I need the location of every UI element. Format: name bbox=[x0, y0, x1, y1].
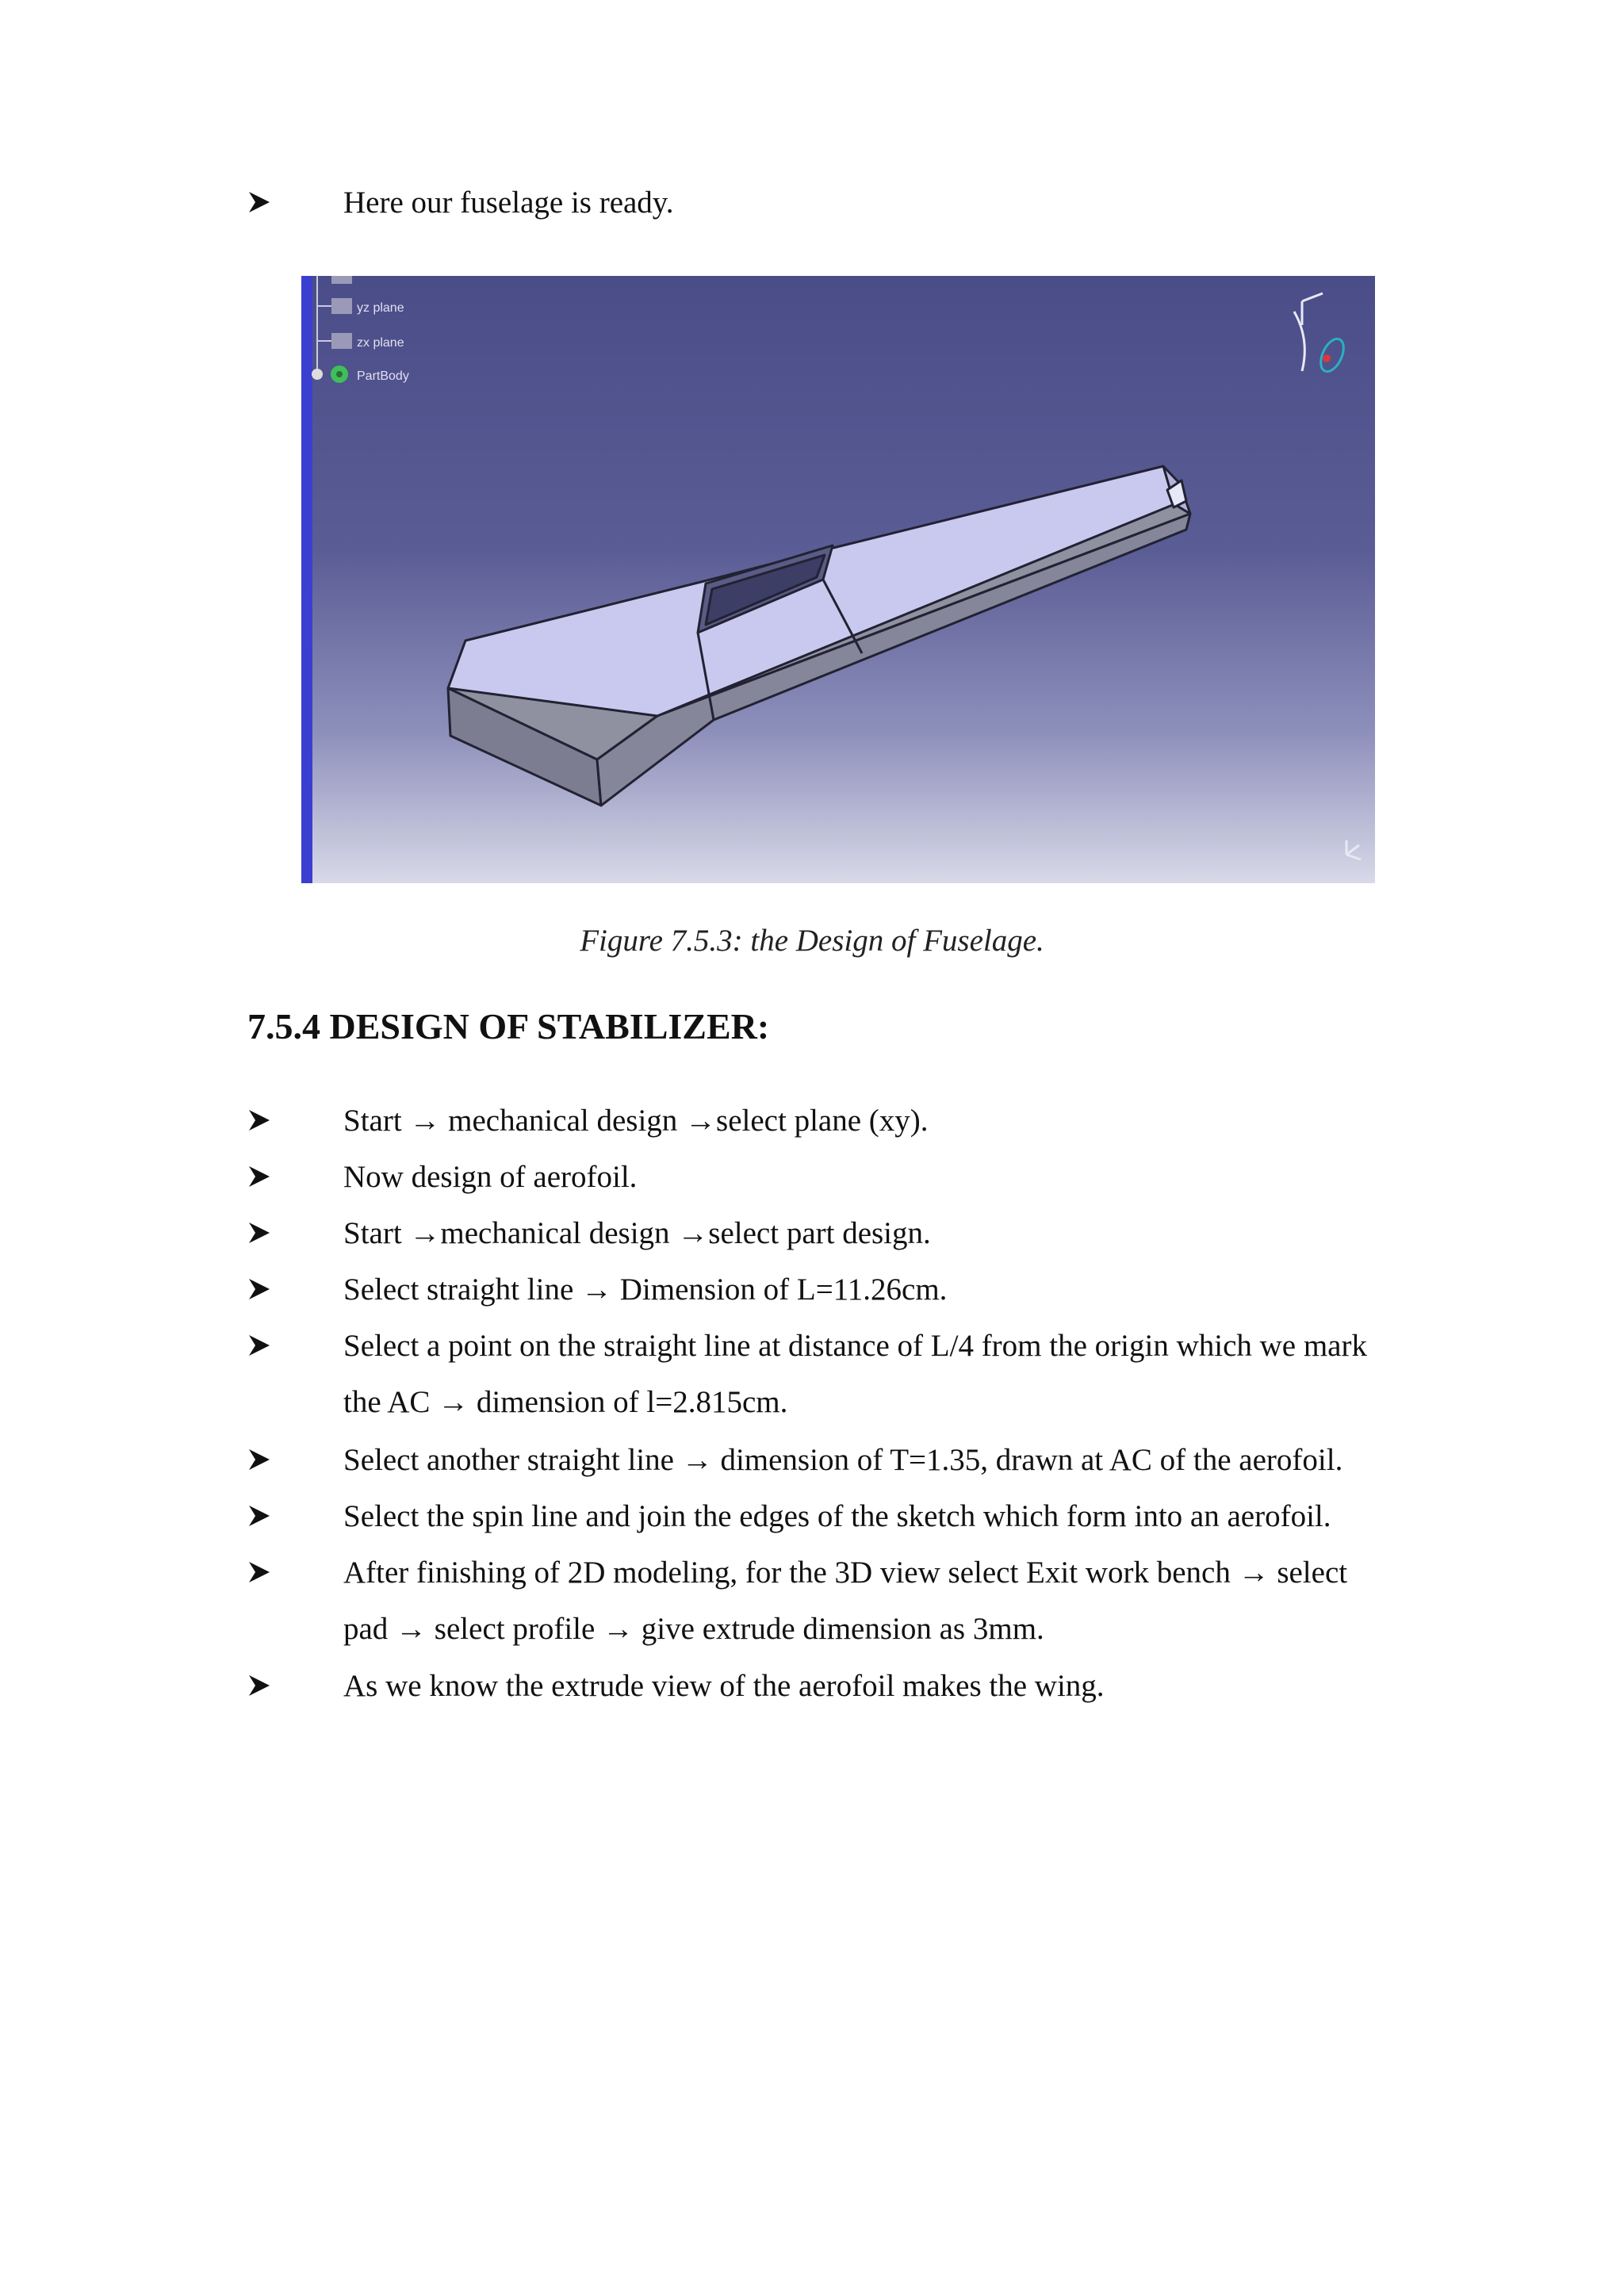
arrowhead-bullet-icon bbox=[247, 1560, 271, 1584]
list-item-text: As we know the extrude view of the aerofoil makes the wing. bbox=[343, 1669, 1105, 1703]
partbody-gear-icon bbox=[331, 365, 348, 383]
figure-caption: Figure 7.5.3: the Design of Fuselage. bbox=[580, 924, 1044, 958]
list-item-text: Select another straight line → dimension of T=1.35, drawn at AC of the aerofoil. bbox=[343, 1443, 1343, 1477]
plane-icon bbox=[331, 333, 352, 349]
list-item-text-continued: the AC → dimension of l=2.815cm. bbox=[343, 1385, 788, 1419]
arrowhead-bullet-icon bbox=[247, 1108, 271, 1132]
compass-icon bbox=[1294, 293, 1348, 375]
list-item-text: Select a point on the straight line at distance of L/4 from the origin which we mark bbox=[343, 1329, 1367, 1363]
section-heading: 7.5.4 DESIGN OF STABILIZER: bbox=[247, 1006, 770, 1047]
arrowhead-bullet-icon bbox=[247, 1165, 271, 1188]
list-item-text: Select the spin line and join the edges of the sketch which form into an aerofoil. bbox=[343, 1499, 1331, 1533]
fuselage-body bbox=[448, 466, 1190, 806]
fuselage-model-illustration bbox=[301, 276, 1375, 883]
plane-icon bbox=[331, 276, 352, 284]
arrowhead-bullet-icon bbox=[247, 1277, 271, 1301]
intro-bullet-text: Here our fuselage is ready. bbox=[343, 186, 674, 220]
tree-item-label: yz plane bbox=[357, 301, 404, 315]
arrowhead-bullet-icon bbox=[247, 1221, 271, 1245]
arrowhead-bullet-icon bbox=[247, 1448, 271, 1471]
expand-node-icon bbox=[312, 369, 323, 380]
list-item-text: Start →mechanical design →select part design. bbox=[343, 1216, 931, 1250]
list-item-text: Select straight line → Dimension of L=11.26cm. bbox=[343, 1272, 948, 1307]
axis-icon bbox=[1346, 840, 1361, 859]
list-item-text: Now design of aerofoil. bbox=[343, 1160, 638, 1194]
fuselage-figure bbox=[301, 276, 1375, 883]
arrowhead-bullet-icon bbox=[247, 1674, 271, 1697]
list-item-text: After finishing of 2D modeling, for the 3D view select Exit work bench → select bbox=[343, 1556, 1348, 1590]
list-item-text-continued: pad → select profile → give extrude dimension as 3mm. bbox=[343, 1612, 1044, 1646]
arrowhead-bullet-icon bbox=[247, 190, 271, 214]
tree-strip bbox=[301, 276, 312, 883]
arrowhead-bullet-icon bbox=[247, 1334, 271, 1357]
plane-icon bbox=[331, 298, 352, 314]
list-item-text: Start → mechanical design →select plane (xy). bbox=[343, 1104, 929, 1138]
tree-item-label: PartBody bbox=[357, 369, 409, 383]
tree-item-label: zx plane bbox=[357, 336, 404, 350]
arrowhead-bullet-icon bbox=[247, 1504, 271, 1528]
